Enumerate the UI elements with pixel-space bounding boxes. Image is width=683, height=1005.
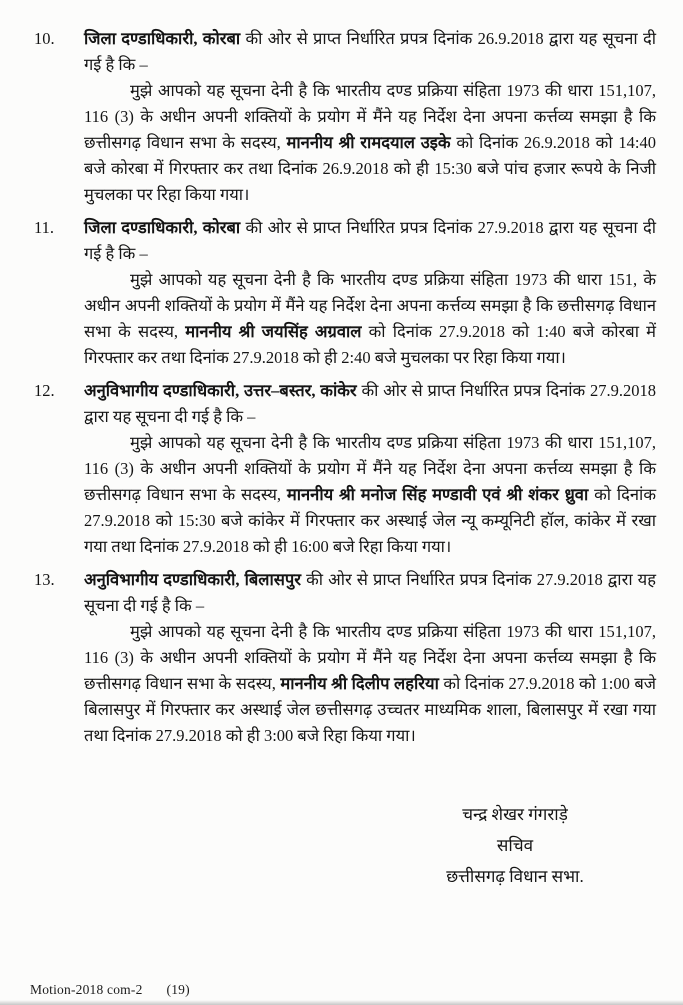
doc-ref: Motion-2018 com-2 bbox=[30, 982, 143, 997]
item-number: 13. bbox=[34, 570, 55, 589]
item-number: 10. bbox=[34, 29, 55, 48]
item-body bbox=[84, 78, 656, 208]
item-body bbox=[84, 619, 656, 749]
text-segment: को दिनांक 27.9.2018 को 1:40 बजे कोरबा में गिरफ्तार कर तथा दिनांक 27.9.2018 को ही 2:40 बजे मुचलका पर रिहा किया गया। bbox=[84, 322, 656, 367]
item-content bbox=[84, 378, 656, 560]
item-heading bbox=[84, 567, 656, 619]
text-segment: की ओर से प्राप्त निर्धारित प्रपत्र दिनांक 26.9.2018 द्वारा यह सूचना दी गई है कि – bbox=[84, 29, 656, 74]
item-heading bbox=[84, 378, 656, 430]
item-content bbox=[84, 26, 656, 208]
notice-item bbox=[34, 215, 656, 371]
text-segment: को दिनांक 27.9.2018 को 1:00 बजे बिलासपुर में गिरफ्तार कर अस्थाई जेल छत्तीसगढ़ उच्चतर माध्यमिक शाला, बिलासपुर में रखा गया तथा दिनांक 27.9.2018 को ही 3:00 बजे रिहा किया गया। bbox=[84, 674, 656, 745]
signatory-org: छत्तीसगढ़ विधान सभा. bbox=[446, 867, 584, 886]
bold-text-segment: माननीय श्री दिलीप लहरिया bbox=[280, 674, 439, 693]
text-segment: मुझे आपको यह सूचना देनी है कि भारतीय दण्ड प्रक्रिया संहिता 1973 की धारा 151,107, 116 (3) के अधीन अपनी शक्तियों के प्रयोग में मैंने यह निर्देश देना अपना कर्त्तव्य समझा है कि छत्तीसगढ़ विधान सभा के सदस्य, bbox=[84, 622, 656, 693]
signature-block bbox=[388, 799, 642, 892]
item-heading bbox=[84, 26, 656, 78]
item-heading bbox=[84, 215, 656, 267]
bold-text-segment: अनुविभागीय दण्डाधिकारी, उत्तर–बस्तर, कांकेर bbox=[84, 381, 357, 400]
item-body bbox=[84, 430, 656, 560]
signatory-title: सचिव bbox=[496, 836, 534, 855]
bold-text-segment: जिला दण्डाधिकारी, कोरबा bbox=[84, 218, 241, 237]
signatory-name: चन्द्र शेखर गंगराड़े bbox=[462, 805, 568, 824]
page-number: (19) bbox=[166, 982, 190, 997]
bold-text-segment: जिला दण्डाधिकारी, कोरबा bbox=[84, 29, 241, 48]
text-segment: को दिनांक 27.9.2018 को 15:30 बजे कांकेर में गिरफ्तार कर अस्थाई जेल न्यू कम्यूनिटी हॉल, कांकेर में रखा गया तथा दिनांक 27.9.2018 को ही 16:00 बजे रिहा किया गया। bbox=[84, 485, 656, 556]
page-footer bbox=[30, 982, 190, 998]
text-segment: की ओर से प्राप्त निर्धारित प्रपत्र दिनांक 27.9.2018 द्वारा यह सूचना दी गई है कि – bbox=[84, 218, 656, 263]
text-segment: की ओर से प्राप्त निर्धारित प्रपत्र दिनांक 27.9.2018 द्वारा यह सूचना दी गई है कि – bbox=[84, 570, 656, 615]
text-segment: मुझे आपको यह सूचना देनी है कि भारतीय दण्ड प्रक्रिया संहिता 1973 की धारा 151,107, 116 (3) के अधीन अपनी शक्तियों के प्रयोग में मैंने यह निर्देश देना अपना कर्त्तव्य समझा है कि छत्तीसगढ़ विधान सभा के सदस्य, bbox=[84, 81, 656, 152]
bold-text-segment: अनुविभागीय दण्डाधिकारी, बिलासपुर bbox=[84, 570, 302, 589]
text-segment: मुझे आपको यह सूचना देनी है कि भारतीय दण्ड प्रक्रिया संहिता 1973 की धारा 151,107, 116 (3) के अधीन अपनी शक्तियों के प्रयोग में मैंने यह निर्देश देना अपना कर्त्तव्य समझा है कि छत्तीसगढ़ विधान सभा के सदस्य, bbox=[84, 433, 656, 504]
text-segment: की ओर से प्राप्त निर्धारित प्रपत्र दिनांक 27.9.2018 द्वारा यह सूचना दी गई है कि – bbox=[84, 381, 656, 426]
item-number: 11. bbox=[34, 218, 55, 237]
notice-list bbox=[34, 26, 656, 749]
bold-text-segment: माननीय श्री मनोज सिंह मण्डावी एवं श्री शंकर ध्रुवा bbox=[286, 485, 589, 504]
item-content bbox=[84, 215, 656, 371]
item-number: 12. bbox=[34, 381, 55, 400]
bold-text-segment: माननीय श्री जयसिंह अग्रवाल bbox=[185, 322, 362, 341]
scan-edge-shadow bbox=[0, 1000, 683, 1005]
bold-text-segment: माननीय श्री रामदयाल उइके bbox=[286, 133, 451, 152]
notice-item bbox=[34, 567, 656, 749]
notice-item bbox=[34, 378, 656, 560]
notice-item bbox=[34, 26, 656, 208]
text-segment: मुझे आपको यह सूचना देनी है कि भारतीय दण्ड प्रक्रिया संहिता 1973 की धारा 151, के अधीन अपनी शक्तियों के प्रयोग में मैंने यह निर्देश देना अपना कर्त्तव्य समझा है कि छत्तीसगढ़ विधान सभा के सदस्य, bbox=[84, 270, 656, 341]
text-segment: को दिनांक 26.9.2018 को 14:40 बजे कोरबा में गिरफ्तार कर तथा दिनांक 26.9.2018 को ही 15:30 बजे पांच हजार रूपये के निजी मुचलका पर रिहा किया गया। bbox=[84, 133, 656, 204]
item-body bbox=[84, 267, 656, 371]
item-content bbox=[84, 567, 656, 749]
